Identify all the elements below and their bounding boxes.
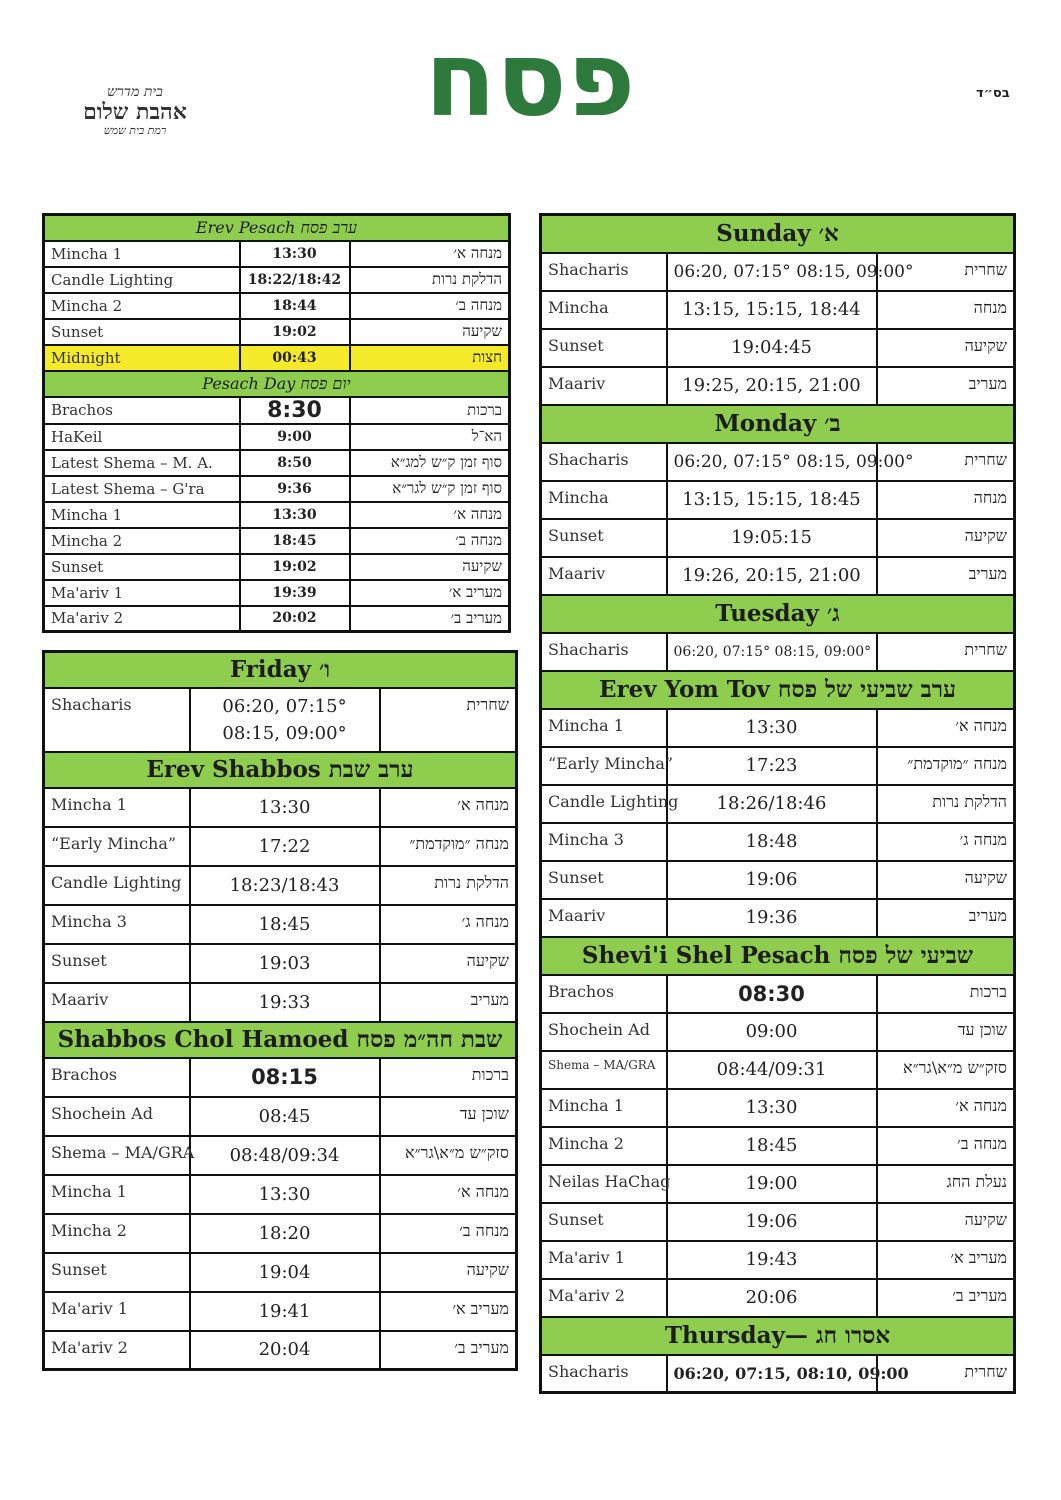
row-time: 9:00 bbox=[240, 424, 350, 450]
row-hebrew: שקיעה bbox=[380, 944, 517, 983]
midnight-row bbox=[44, 345, 510, 371]
row-hebrew: מנחה ב׳ bbox=[350, 528, 510, 554]
table-row bbox=[541, 1127, 1015, 1165]
row-hebrew: ברכות bbox=[380, 1058, 517, 1097]
row-hebrew: מעריב א׳ bbox=[380, 1292, 517, 1331]
row-label: Sunset bbox=[44, 554, 240, 580]
row-hebrew: שקיעה bbox=[877, 861, 1015, 899]
row-time: 19:04:45 bbox=[667, 329, 877, 367]
table-row bbox=[44, 1097, 517, 1136]
row-hebrew: שחרית bbox=[877, 253, 1015, 291]
section-title: Thursday— אסרו חג bbox=[541, 1317, 1015, 1355]
row-label: Shacharis bbox=[44, 688, 190, 752]
table-row bbox=[541, 861, 1015, 899]
table-row bbox=[44, 241, 510, 267]
row-time: 19:02 bbox=[240, 554, 350, 580]
row-time: 13:30 bbox=[240, 502, 350, 528]
row-label: Mincha bbox=[541, 481, 667, 519]
row-label: Candle Lighting bbox=[44, 866, 190, 905]
row-time: 19:33 bbox=[190, 983, 380, 1022]
row-label: Candle Lighting bbox=[44, 267, 240, 293]
table-row bbox=[44, 944, 517, 983]
row-label: Sunset bbox=[44, 319, 240, 345]
row-time: 19:26, 20:15, 21:00 bbox=[667, 557, 877, 595]
row-time: 20:06 bbox=[667, 1279, 877, 1317]
row-time: 18:48 bbox=[667, 823, 877, 861]
table-row bbox=[541, 1089, 1015, 1127]
table-row bbox=[44, 424, 510, 450]
table-row bbox=[541, 253, 1015, 291]
table-row bbox=[44, 688, 517, 752]
row-hebrew: מנחה א׳ bbox=[350, 502, 510, 528]
row-hebrew: סוף זמן ק״ש למג״א bbox=[350, 450, 510, 476]
row-hebrew: שקיעה bbox=[877, 519, 1015, 557]
row-time: 19:43 bbox=[667, 1241, 877, 1279]
row-label: HaKeil bbox=[44, 424, 240, 450]
section-title: Erev Yom Tov ערב שביעי של פסח bbox=[541, 671, 1015, 709]
row-hebrew: שחרית bbox=[877, 1355, 1015, 1393]
row-label: Mincha 3 bbox=[541, 823, 667, 861]
row-label: Maariv bbox=[541, 557, 667, 595]
row-label: Mincha 1 bbox=[44, 502, 240, 528]
row-time: 19:06 bbox=[667, 1203, 877, 1241]
row-label: Ma'ariv 2 bbox=[541, 1279, 667, 1317]
row-label: Shacharis bbox=[541, 443, 667, 481]
row-hebrew: נעלת החג bbox=[877, 1165, 1015, 1203]
row-hebrew: סוף זמן ק״ש לגר״א bbox=[350, 476, 510, 502]
row-time: 19:41 bbox=[190, 1292, 380, 1331]
table-row bbox=[44, 606, 510, 632]
row-hebrew: שקיעה bbox=[877, 1203, 1015, 1241]
table-row bbox=[541, 1013, 1015, 1051]
row-hebrew: ברכות bbox=[350, 397, 510, 424]
row-hebrew: מעריב bbox=[877, 899, 1015, 937]
row-time: 08:15 bbox=[190, 1058, 380, 1097]
row-time: 8:30 bbox=[240, 397, 350, 424]
row-label: Mincha 2 bbox=[44, 1214, 190, 1253]
table-row bbox=[44, 866, 517, 905]
table-row bbox=[541, 1203, 1015, 1241]
table-row bbox=[541, 823, 1015, 861]
row-time: 19:02 bbox=[240, 319, 350, 345]
table-row bbox=[44, 905, 517, 944]
row-time: 18:45 bbox=[667, 1127, 877, 1165]
page-title: פסח bbox=[424, 18, 636, 140]
table-row bbox=[541, 709, 1015, 747]
row-time: 17:23 bbox=[667, 747, 877, 785]
row-hebrew: מנחה bbox=[877, 481, 1015, 519]
row-time: 13:15, 15:15, 18:45 bbox=[667, 481, 877, 519]
row-time: 8:50 bbox=[240, 450, 350, 476]
row-label: Shochein Ad bbox=[44, 1097, 190, 1136]
row-label: Ma'ariv 1 bbox=[44, 1292, 190, 1331]
row-hebrew: מנחה א׳ bbox=[380, 1175, 517, 1214]
section-title: Friday ו׳ bbox=[44, 652, 517, 688]
table-row bbox=[44, 397, 510, 424]
table-row bbox=[541, 557, 1015, 595]
row-hebrew: סזק״ש מ״א\גר״א bbox=[877, 1051, 1015, 1089]
row-hebrew: שחרית bbox=[380, 688, 517, 752]
table-row bbox=[541, 1165, 1015, 1203]
row-time: 13:30 bbox=[667, 1089, 877, 1127]
row-time: 06:20, 07:15, 08:10, 09:00 bbox=[667, 1355, 877, 1393]
row-hebrew: מנחה ב׳ bbox=[380, 1214, 517, 1253]
row-hebrew: הדלקת נרות bbox=[350, 267, 510, 293]
row-label: Maariv bbox=[44, 983, 190, 1022]
section-title: Erev Pesach ערב פסח bbox=[44, 215, 510, 241]
row-time: 08:45 bbox=[190, 1097, 380, 1136]
row-time: 19:06 bbox=[667, 861, 877, 899]
row-hebrew: מנחה א׳ bbox=[350, 241, 510, 267]
row-label: Ma'ariv 1 bbox=[541, 1241, 667, 1279]
row-time: 06:20, 07:15° 08:15, 09:00° bbox=[667, 443, 877, 481]
row-label: Sunset bbox=[541, 519, 667, 557]
row-time: 20:04 bbox=[190, 1331, 380, 1370]
table-row bbox=[541, 291, 1015, 329]
row-label: Sunset bbox=[541, 329, 667, 367]
row-label: Mincha 1 bbox=[44, 1175, 190, 1214]
row-hebrew: מנחה א׳ bbox=[877, 1089, 1015, 1127]
row-label: Shema – MA/GRA bbox=[44, 1136, 190, 1175]
row-hebrew: שקיעה bbox=[350, 319, 510, 345]
table-row bbox=[44, 502, 510, 528]
table-row bbox=[541, 481, 1015, 519]
row-hebrew: מנחה bbox=[877, 291, 1015, 329]
row-hebrew: מעריב bbox=[877, 557, 1015, 595]
row-time: 17:22 bbox=[190, 827, 380, 866]
row-label: “Early Mincha” bbox=[44, 827, 190, 866]
section-title: Monday ב׳ bbox=[541, 405, 1015, 443]
table-row bbox=[44, 528, 510, 554]
row-hebrew: מעריב א׳ bbox=[350, 580, 510, 606]
row-hebrew: מנחה א׳ bbox=[877, 709, 1015, 747]
row-hebrew: שקיעה bbox=[350, 554, 510, 580]
table-row bbox=[541, 1279, 1015, 1317]
row-time: 18:26/18:46 bbox=[667, 785, 877, 823]
row-time: 08:48/09:34 bbox=[190, 1136, 380, 1175]
table-row bbox=[44, 293, 510, 319]
row-time: 13:30 bbox=[190, 788, 380, 827]
row-label: Shema – MA/GRA bbox=[541, 1051, 667, 1089]
row-time: 06:20, 07:15° 08:15, 09:00° bbox=[667, 253, 877, 291]
row-label: Sunset bbox=[44, 1253, 190, 1292]
table-row bbox=[44, 1214, 517, 1253]
table-row bbox=[541, 1355, 1015, 1393]
row-hebrew: מעריב ב׳ bbox=[877, 1279, 1015, 1317]
row-time: 18:20 bbox=[190, 1214, 380, 1253]
table-row bbox=[44, 827, 517, 866]
row-hebrew: שקיעה bbox=[877, 329, 1015, 367]
table-row bbox=[44, 580, 510, 606]
table-row bbox=[541, 785, 1015, 823]
row-hebrew: מעריב bbox=[877, 367, 1015, 405]
row-hebrew: מעריב א׳ bbox=[877, 1241, 1015, 1279]
row-hebrew: מנחה א׳ bbox=[380, 788, 517, 827]
row-label: Mincha 1 bbox=[44, 788, 190, 827]
row-hebrew: ברכות bbox=[877, 975, 1015, 1013]
row-label: Brachos bbox=[44, 1058, 190, 1097]
row-hebrew: שקיעה bbox=[380, 1253, 517, 1292]
table-row bbox=[541, 329, 1015, 367]
logo-line-1: בית מדרש bbox=[107, 84, 163, 100]
weekday-table bbox=[539, 213, 1016, 1394]
bsd-mark: בס״ד bbox=[976, 86, 1010, 101]
table-row bbox=[44, 554, 510, 580]
row-hebrew: שחרית bbox=[877, 443, 1015, 481]
table-row bbox=[541, 747, 1015, 785]
table-row bbox=[44, 267, 510, 293]
section-title: Tuesday ג׳ bbox=[541, 595, 1015, 633]
section-title: Erev Shabbos ערב שבת bbox=[44, 752, 517, 788]
table-row bbox=[541, 975, 1015, 1013]
row-label: Mincha 3 bbox=[44, 905, 190, 944]
row-label: Mincha bbox=[541, 291, 667, 329]
table-row bbox=[44, 319, 510, 345]
table-row bbox=[44, 1292, 517, 1331]
row-time: 00:43 bbox=[240, 345, 350, 371]
row-label: Ma'ariv 2 bbox=[44, 606, 240, 632]
table-row bbox=[44, 1136, 517, 1175]
row-time: 18:23/18:43 bbox=[190, 866, 380, 905]
table-row bbox=[44, 1058, 517, 1097]
row-label: Ma'ariv 2 bbox=[44, 1331, 190, 1370]
row-label: Sunset bbox=[541, 1203, 667, 1241]
row-label: Brachos bbox=[541, 975, 667, 1013]
row-label: Latest Shema – M. A. bbox=[44, 450, 240, 476]
row-time: 13:30 bbox=[190, 1175, 380, 1214]
row-time: 13:30 bbox=[667, 709, 877, 747]
section-title: Sunday א׳ bbox=[541, 215, 1015, 253]
row-hebrew: שוכן עד bbox=[380, 1097, 517, 1136]
row-label: Candle Lighting bbox=[541, 785, 667, 823]
row-time: 19:00 bbox=[667, 1165, 877, 1203]
row-time: 18:22/18:42 bbox=[240, 267, 350, 293]
logo-line-3: רמת בית שמש bbox=[103, 124, 167, 138]
table-row bbox=[44, 450, 510, 476]
erev-pesach-table bbox=[42, 213, 511, 633]
row-label: Maariv bbox=[541, 899, 667, 937]
row-time: 13:30 bbox=[240, 241, 350, 267]
row-hebrew: מנחה ג׳ bbox=[877, 823, 1015, 861]
row-time: 18:45 bbox=[190, 905, 380, 944]
row-hebrew: שחרית bbox=[877, 633, 1015, 671]
table-row bbox=[541, 899, 1015, 937]
row-label: Midnight bbox=[44, 345, 240, 371]
row-time: 08:44/09:31 bbox=[667, 1051, 877, 1089]
row-label: Sunset bbox=[44, 944, 190, 983]
row-hebrew: מנחה ב׳ bbox=[877, 1127, 1015, 1165]
row-label: Shacharis bbox=[541, 253, 667, 291]
row-label: Sunset bbox=[541, 861, 667, 899]
row-label: “Early Mincha” bbox=[541, 747, 667, 785]
section-title: Shabbos Chol Hamoed שבת חה״מ פסח bbox=[44, 1022, 517, 1058]
table-row bbox=[44, 1175, 517, 1214]
table-row bbox=[44, 788, 517, 827]
row-time: 19:25, 20:15, 21:00 bbox=[667, 367, 877, 405]
row-label: Neilas HaChag bbox=[541, 1165, 667, 1203]
row-label: Shacharis bbox=[541, 633, 667, 671]
row-time: 06:20, 07:15° 08:15, 09:00° bbox=[190, 688, 380, 752]
table-row bbox=[44, 476, 510, 502]
row-time: 19:04 bbox=[190, 1253, 380, 1292]
row-label: Shacharis bbox=[541, 1355, 667, 1393]
row-hebrew: סזק״ש מ״א\גר״א bbox=[380, 1136, 517, 1175]
row-time: 09:00 bbox=[667, 1013, 877, 1051]
row-hebrew: מנחה ״מוקדמת״ bbox=[380, 827, 517, 866]
section-title: Shevi'i Shel Pesach שביעי של פסח bbox=[541, 937, 1015, 975]
table-row bbox=[44, 1331, 517, 1370]
table-row bbox=[541, 1051, 1015, 1089]
row-hebrew: מנחה ב׳ bbox=[350, 293, 510, 319]
row-hebrew: חצות bbox=[350, 345, 510, 371]
table-row bbox=[44, 1253, 517, 1292]
row-label: Mincha 2 bbox=[44, 293, 240, 319]
row-time: 13:15, 15:15, 18:44 bbox=[667, 291, 877, 329]
logo bbox=[60, 84, 210, 138]
row-hebrew: מעריב bbox=[380, 983, 517, 1022]
table-row bbox=[541, 443, 1015, 481]
row-label: Latest Shema – G'ra bbox=[44, 476, 240, 502]
row-label: Mincha 1 bbox=[541, 1089, 667, 1127]
friday-shabbos-table bbox=[42, 650, 518, 1371]
row-hebrew: הדלקת נרות bbox=[877, 785, 1015, 823]
row-hebrew: מעריב ב׳ bbox=[380, 1331, 517, 1370]
row-label: Mincha 2 bbox=[541, 1127, 667, 1165]
row-time: 18:44 bbox=[240, 293, 350, 319]
table-row bbox=[541, 367, 1015, 405]
row-label: Shochein Ad bbox=[541, 1013, 667, 1051]
row-time: 08:30 bbox=[667, 975, 877, 1013]
row-hebrew: הא־ל bbox=[350, 424, 510, 450]
logo-line-2: אהבת שלום bbox=[83, 99, 187, 126]
row-time: 19:03 bbox=[190, 944, 380, 983]
table-row bbox=[541, 633, 1015, 671]
row-time: 19:36 bbox=[667, 899, 877, 937]
row-label: Brachos bbox=[44, 397, 240, 424]
table-row bbox=[541, 519, 1015, 557]
row-time: 18:45 bbox=[240, 528, 350, 554]
row-label: Mincha 1 bbox=[44, 241, 240, 267]
table-row bbox=[541, 1241, 1015, 1279]
section-title: Pesach Day יום פסח bbox=[44, 371, 510, 397]
row-label: Mincha 1 bbox=[541, 709, 667, 747]
row-hebrew: הדלקת נרות bbox=[380, 866, 517, 905]
row-label: Mincha 2 bbox=[44, 528, 240, 554]
row-time: 19:39 bbox=[240, 580, 350, 606]
table-row bbox=[44, 983, 517, 1022]
row-label: Ma'ariv 1 bbox=[44, 580, 240, 606]
row-time: 20:02 bbox=[240, 606, 350, 632]
row-hebrew: מנחה ג׳ bbox=[380, 905, 517, 944]
row-time: 19:05:15 bbox=[667, 519, 877, 557]
row-hebrew: שוכן עד bbox=[877, 1013, 1015, 1051]
row-hebrew: מנחה ״מוקדמת״ bbox=[877, 747, 1015, 785]
row-hebrew: מעריב ב׳ bbox=[350, 606, 510, 632]
row-time: 06:20, 07:15° 08:15, 09:00° bbox=[667, 633, 877, 671]
row-label: Maariv bbox=[541, 367, 667, 405]
row-time: 9:36 bbox=[240, 476, 350, 502]
